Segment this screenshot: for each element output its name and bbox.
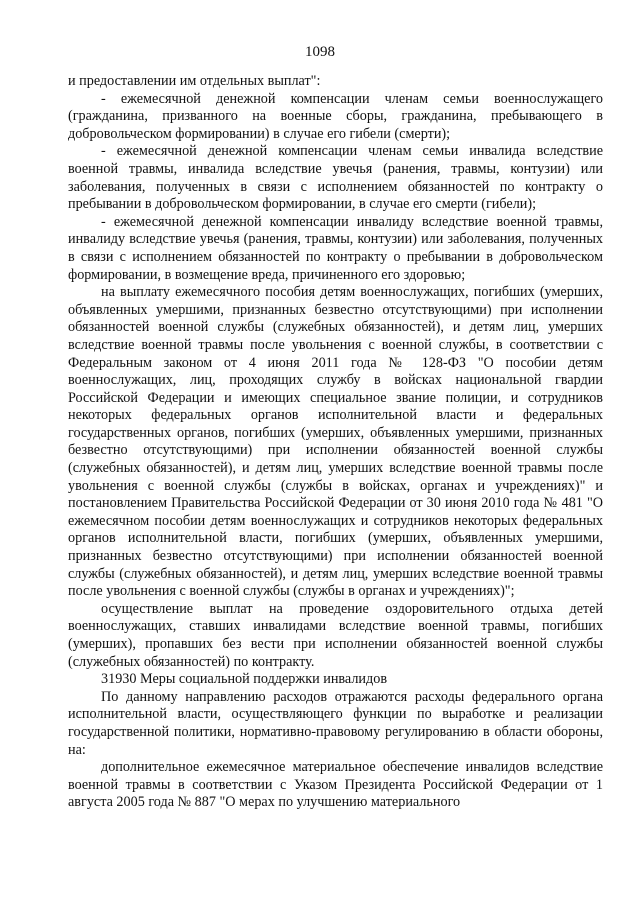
paragraph-continuation: и предоставлении им отдельных выплат":: [68, 73, 321, 89]
paragraph-child-allowance: на выплату ежемесячного пособия детям военнослужащих, погибших (умерших, объявленных умершими, признанных безвестно отсутствующими) при исполнении обязанностей военной службы (служебных обязанностей), и детям лиц, умерших вследствие военной травмы после увольнения с военной службы, в соответствии с Федеральным законом от 4 июня 2011 года № 128-ФЗ "О пособии детям военнослужащих, лиц, проходящих службу в войсках национальной гвардии Российской Федерации и имеющих специальное звание полиции, и сотрудников некоторых федеральных органов исполнительной власти и федеральных государственных органов, погибших (умерших, объявленных умершими, признанных безвестно отсутствующими) при исполнении обязанностей военной службы (служебных обязанностей), и детям лиц, умерших вследствие военной травмы после увольнения с военной службы (службы в войсках, органах и учреждениях)" и постановлением Правительства Российской Федерации от 30 июня 2010 года № 481 "О ежемесячном пособии детям военнослужащих и сотрудников некоторых федеральных органов исполнительной власти, погибших (умерших, объявленных умершими, признанных безвестно отсутствующими) при исполнении обязанностей военной службы (служебных обязанностей), и детям лиц, умерших вследствие военной травмы после увольнения с военной службы (службы в органах и учреждениях)";: [68, 284, 603, 600]
paragraph-recreation-payments: осуществление выплат на проведение оздоровительного отдыха детей военнослужащих, ставших инвалидами вследствие военной травмы, погибших (умерших), пропавших без вести при исполнении обязанностей военной службы (служебных обязанностей) по контракту.: [68, 600, 603, 670]
section-heading: 31930 Меры социальной поддержки инвалидов: [101, 671, 388, 688]
paragraph-compensation-family: - ежемесячной денежной компенсации членам семьи военнослужащего (гражданина, призванного на военные сборы, гражданина, пребывающего в добровольческом формировании) в случае его гибели (смерти);: [68, 90, 603, 142]
paragraph-compensation-invalid: - ежемесячной денежной компенсации инвалиду вследствие военной травмы, инвалиду вследствие увечья (ранения, травмы, контузии) или заболевания, полученных в связи с исполнением обязанностей по контракту о пребывании в добровольческом формировании, в возмещение вреда, причиненного его здоровью;: [68, 213, 603, 283]
document-body: [68, 73, 603, 812]
paragraph-section-intro: По данному направлению расходов отражаются расходы федерального органа исполнительной власти, осуществляющего функции по выработке и реализации государственной политики, нормативно-правовому регулированию в области обороны, на:: [68, 688, 603, 758]
paragraph-compensation-family-invalid: - ежемесячной денежной компенсации членам семьи инвалида вследствие военной травмы, инвалида вследствие увечья (ранения, травмы, контузии) или заболевания, полученных в связи с исполнением обязанностей по контракту о пребывании в добровольческом формировании, в случае его смерти (гибели);: [68, 143, 603, 213]
page-number: 1098: [305, 44, 335, 60]
paragraph-additional-support: дополнительное ежемесячное материальное обеспечение инвалидов вследствие военной травмы в соответствии с Указом Президента Российской Федерации от 1 августа 2005 года № 887 "О мерах по улучшению материального: [68, 759, 603, 811]
